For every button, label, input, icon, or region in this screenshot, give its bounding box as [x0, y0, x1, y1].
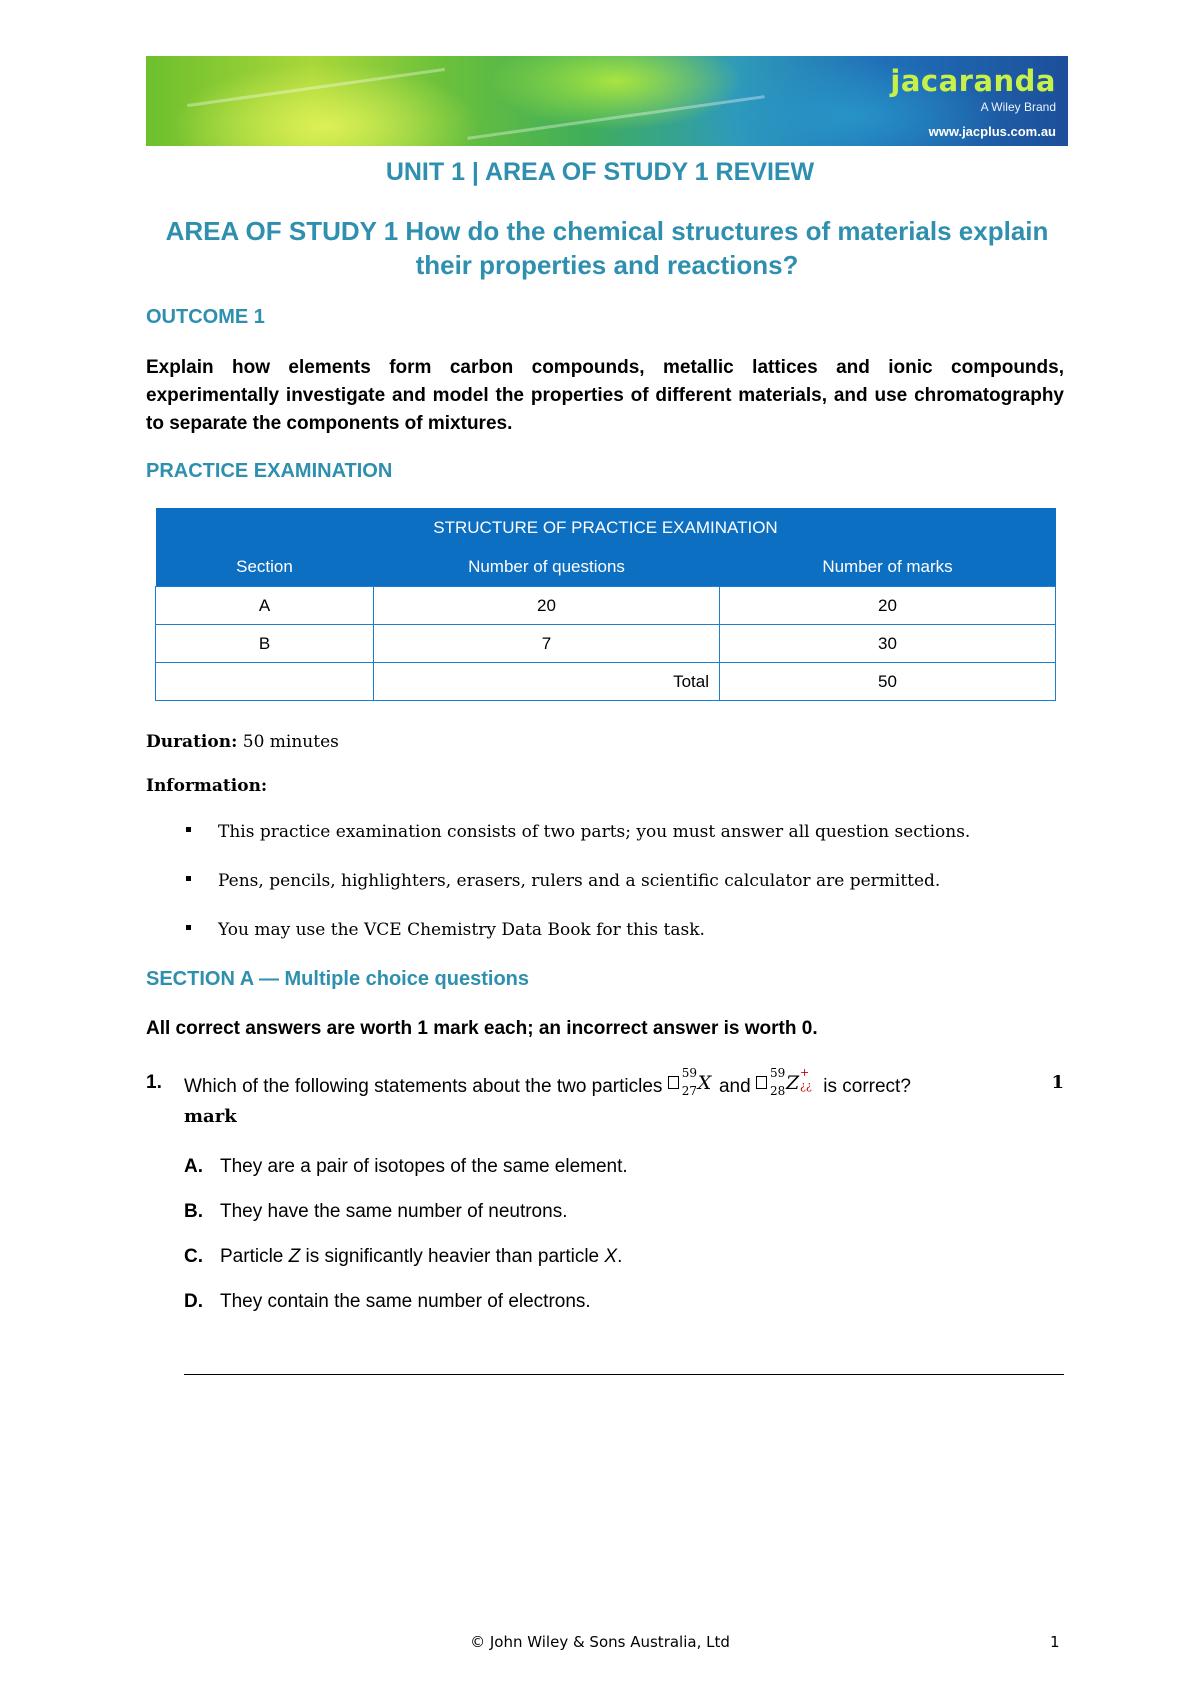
table-cell: 7: [374, 625, 720, 663]
stem-text: Which of the following statements about the two particles: [184, 1076, 663, 1097]
missing-glyph-icon: [756, 1076, 767, 1089]
duration: [146, 732, 339, 752]
table-header: Number of questions: [374, 548, 720, 587]
nuclide-x: [668, 1066, 714, 1098]
outcome-heading: OUTCOME 1: [146, 306, 265, 328]
stem-text: and: [718, 1076, 751, 1097]
option-text: [220, 1246, 622, 1268]
banner-streak: [467, 95, 764, 140]
header-banner: [146, 56, 1068, 146]
option-text-part: .: [617, 1246, 623, 1267]
option-text-italic: X: [604, 1246, 618, 1267]
mass-number: 59: [681, 1066, 697, 1080]
brand-url: www.jacplus.com.au: [928, 124, 1056, 139]
option-letter: D.: [184, 1291, 203, 1312]
information-label: Information:: [146, 776, 268, 796]
list-item: [186, 920, 970, 969]
bullet-icon: [186, 827, 191, 832]
table-cell: 20: [374, 587, 720, 625]
bullet-icon: [186, 876, 191, 881]
option-letter: B.: [184, 1201, 203, 1222]
missing-glyph-icon: [668, 1076, 679, 1089]
option-text-part: is significantly heavier than particle: [300, 1246, 605, 1267]
list-item: [186, 822, 970, 871]
question-stem: [184, 1066, 1024, 1098]
option-text: [220, 1201, 567, 1223]
table-row-total: [156, 663, 1056, 701]
table-header: Number of marks: [720, 548, 1056, 587]
question-marks: 1: [1051, 1072, 1064, 1093]
stem-text: is correct?: [823, 1076, 911, 1097]
question-number: 1.: [146, 1072, 162, 1093]
exam-structure-table: [155, 508, 1056, 701]
bullet-icon: [186, 925, 191, 930]
brand-logo: [890, 64, 1056, 139]
information-list: [186, 822, 970, 969]
atomic-number: 28: [769, 1084, 786, 1098]
atomic-number: 27: [681, 1084, 697, 1098]
brand-tagline: A Wiley Brand: [980, 100, 1056, 114]
element-symbol: Z: [785, 1072, 800, 1094]
table-row: [156, 625, 1056, 663]
section-a-note: All correct answers are worth 1 mark each; an incorrect answer is worth 0.: [146, 1018, 818, 1039]
duration-label: Duration:: [146, 732, 238, 752]
outcome-text: Explain how elements form carbon compounds, metallic lattices and ionic compounds, experimentally investigate and model the properties of different materials, and use chromatography to separate the components of mixtures.: [146, 357, 1064, 434]
copyright-footer: © John Wiley & Sons Australia, Ltd: [470, 1633, 730, 1651]
nuclide-z: [756, 1066, 818, 1098]
ion-charge: +¿¿: [799, 1066, 812, 1092]
section-a-heading: SECTION A — Multiple choice questions: [146, 968, 529, 990]
option-text-part: Particle: [220, 1246, 289, 1267]
option-text-part: They are a pair of isotopes of the same element.: [220, 1156, 628, 1177]
total-label: Total: [374, 663, 720, 701]
list-item-text: Pens, pencils, highlighters, erasers, rulers and a scientific calculator are permitted.: [218, 871, 941, 891]
option-text-part: They have the same number of neutrons.: [220, 1201, 568, 1222]
area-of-study-title: AREA OF STUDY 1 How do the chemical structures of materials explain their properties and reactions?: [165, 216, 1049, 280]
option-text: [220, 1291, 591, 1313]
total-value: 50: [720, 663, 1056, 701]
practice-exam-heading: PRACTICE EXAMINATION: [146, 460, 393, 482]
table-cell: B: [156, 625, 374, 663]
brand-name: jacaranda: [890, 64, 1056, 98]
option-letter: A.: [184, 1156, 203, 1177]
element-symbol: X: [697, 1072, 712, 1094]
page-number: 1: [1050, 1633, 1060, 1651]
list-item-text: You may use the VCE Chemistry Data Book for this task.: [218, 920, 705, 940]
option-letter: C.: [184, 1246, 203, 1267]
list-item-text: This practice examination consists of two parts; you must answer all question sections.: [218, 822, 971, 842]
table-header: Section: [156, 548, 374, 587]
answer-line: [184, 1374, 1064, 1375]
table-cell: 30: [720, 625, 1056, 663]
option-text-italic: Z: [288, 1246, 301, 1267]
banner-streak: [187, 68, 445, 107]
mass-number: 59: [769, 1066, 786, 1080]
unit-title: UNIT 1 | AREA OF STUDY 1 REVIEW: [385, 158, 815, 186]
table-title: STRUCTURE OF PRACTICE EXAMINATION: [156, 508, 1056, 548]
table-cell: [156, 663, 374, 701]
duration-value: 50 minutes: [242, 732, 339, 752]
option-text: [220, 1156, 628, 1178]
list-item: [186, 871, 970, 920]
table-row: [156, 587, 1056, 625]
table-cell: 20: [720, 587, 1056, 625]
option-text-part: They contain the same number of electrons.: [220, 1291, 591, 1312]
table-cell: A: [156, 587, 374, 625]
question-marks-unit: mark: [184, 1106, 237, 1127]
